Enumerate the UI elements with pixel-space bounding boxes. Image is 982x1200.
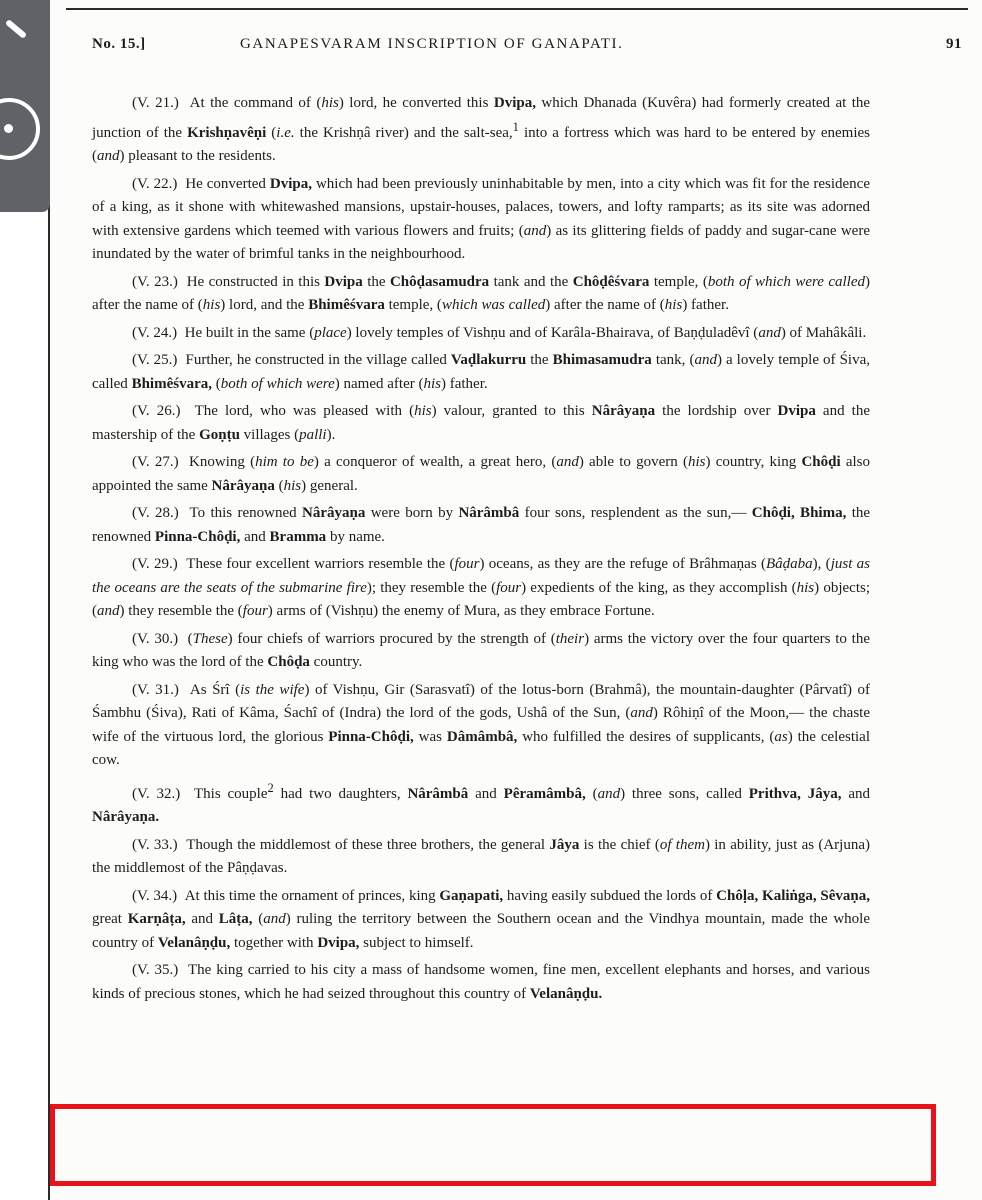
verse-number: (V. 24.): [132, 324, 185, 341]
top-rule: [66, 8, 968, 10]
body-text: [92, 92, 870, 1010]
verse-text: The lord, who was pleased with (his) valour, granted to this Nârâyaṇa the lordship over Dvipa and the mastership of the Goṇṭu villages (palli).: [92, 403, 870, 443]
verse-text: Knowing (him to be) a conqueror of wealth, a great hero, (and) able to govern (his) country, king Chôḍi also appointed the same Nârâyaṇa (his) general.: [92, 454, 871, 494]
verse-number: (V. 33.): [132, 836, 187, 853]
header-title: GANAPESVARAM INSCRIPTION OF GANAPATI.: [240, 36, 624, 52]
verse-paragraph: [92, 400, 870, 447]
verse-paragraph: [92, 92, 870, 169]
highlight-box: [50, 1104, 936, 1186]
verse-text: (These) four chiefs of warriors procured by the strength of (their) arms the victory over the four quarters to the king who was the lord of the Chôḍa country.: [92, 630, 870, 670]
verse-number: (V. 21.): [132, 95, 190, 111]
verse-paragraph: [92, 322, 870, 346]
verse-number: (V. 27.): [132, 454, 190, 470]
verse-text: At this time the ornament of princes, king Gaṇapati, having easily subdued the lords of Chôḷa, Kaliṅga, Sêvaṇa, great Karṇâṭa, and Lâṭa, (and) ruling the territory between the Southern ocean and the Vindhya mountain, made the whole country of Velanâṇḍu, together with Dvipa, subject to himself.: [92, 887, 871, 951]
verse-text: These four excellent warriors resemble the (four) oceans, as they are the refuge of Brâhmaṇas (Bâḍaba), (just as the oceans are the seats of the submarine fire); they resemble the (four) expedients of the king, as they accomplish (his) objects; (and) they resemble the (four) arms of (Vishṇu) the enemy of Mura, as they embrace Fortune.: [92, 556, 870, 619]
verse-number: (V. 23.): [132, 273, 187, 290]
verse-number: (V. 26.): [132, 403, 195, 419]
verse-number: (V. 22.): [132, 175, 186, 192]
verse-number: (V. 34.): [132, 887, 185, 904]
verse-number: (V. 28.): [132, 505, 190, 521]
verse-text: As Śrî (is the wife) of Vishṇu, Gir (Sarasvatî) of the lotus-born (Brahmâ), the mountain-daughter (Pârvatî) of Śambhu (Śiva), Rati of Kâma, Śachî of (Indra) the lord of the gods, Ushâ of the Sun, (and) Rôhiṇî of the Moon,— the chaste wife of the virtuous lord, the glorious Pinna-Chôḍi, was Dâmâmbâ, who fulfilled the desires of supplicants, (as) the celestial cow.: [92, 681, 871, 768]
verse-text: To this renowned Nârâyaṇa were born by Nârâmbâ four sons, resplendent as the sun,— Chôḍi, Bhima, the renowned Pinna-Chôḍi, and Bramma by name.: [92, 505, 871, 545]
verse-text: He constructed in this Dvipa the Chôḍasamudra tank and the Chôḍêśvara temple, (both of which were called) after the name of (his) lord, and the Bhimêśvara temple, (which was called) after the name of (his) father.: [92, 273, 871, 313]
verse-text: The king carried to his city a mass of handsome women, fine men, excellent elephants and horses, and various kinds of precious stones, which he had seized throughout this country of Velanâṇḍu.: [92, 962, 871, 1002]
search-icon[interactable]: [5, 19, 27, 39]
verse-text: He built in the same (place) lovely temples of Vishṇu and of Karâla-Bhairava, of Baṇḍuladêvî (and) of Mahâkâli.: [184, 324, 867, 341]
verse-text: Further, he constructed in the village called Vaḍlakurru the Bhimasamudra tank, (and) a lovely temple of Śiva, called Bhimêśvara, (both of which were) named after (his) father.: [92, 352, 870, 392]
verse-paragraph: [92, 628, 870, 675]
verse-text: Though the middlemost of these three brothers, the general Jâya is the chief (of them) in ability, just as (Arjuna) the middlemost of the Pâṇḍavas.: [92, 836, 871, 876]
verse-number: (V. 35.): [132, 962, 188, 978]
verse-paragraph: [92, 173, 870, 267]
verse-paragraph: [92, 885, 870, 956]
verse-number: (V. 30.): [132, 630, 188, 647]
verse-number: (V. 31.): [132, 681, 190, 698]
verse-text: At the command of (his) lord, he converted this Dvipa, which Dhanada (Kuvêra) had formerly created at the junction of the Krishṇavêṇi (i.e. the Krishṇâ river) and the salt-sea,$^1$ into a fortress which was hard to be entered by enemies (and) pleasant to the residents.: [92, 95, 871, 164]
verse-paragraph: [92, 834, 870, 881]
header-left: No. 15.]: [92, 36, 146, 52]
verse-number: (V. 29.): [132, 556, 187, 572]
verse-text: He converted Dvipa, which had been previously uninhabitable by men, into a city which was fit for the residence of a king, as it shone with whitewashed mansions, upstair-houses, palaces, towers, and lofty ramparts; as its site was adorned with extensive gardens which teemed with various flowers and fruits; (and) as its glittering fields of paddy and sugar-cane were inundated by the water of brimful tanks in the neighbourhood.: [92, 175, 870, 262]
lens-icon-dot: [4, 124, 13, 133]
page-number: 91: [946, 36, 962, 52]
verse-text: This couple$^2$ had two daughters, Nârâmbâ and Pêramâmbâ, (and) three sons, called Prithva, Jâya, and Nârâyaṇa.: [92, 780, 870, 825]
verse-paragraph: [92, 451, 870, 498]
verse-number: (V. 25.): [132, 352, 186, 368]
verse-paragraph: [92, 271, 870, 318]
verse-paragraph: [92, 777, 870, 830]
verse-number: (V. 32.): [132, 785, 194, 802]
verse-paragraph: [92, 959, 870, 1006]
verse-paragraph: [92, 679, 870, 773]
verse-paragraph: [92, 553, 870, 624]
verse-paragraph: [92, 502, 870, 549]
viewer-controls-overlay: [0, 0, 50, 212]
running-head: [92, 36, 962, 58]
verse-paragraph: [92, 349, 870, 396]
